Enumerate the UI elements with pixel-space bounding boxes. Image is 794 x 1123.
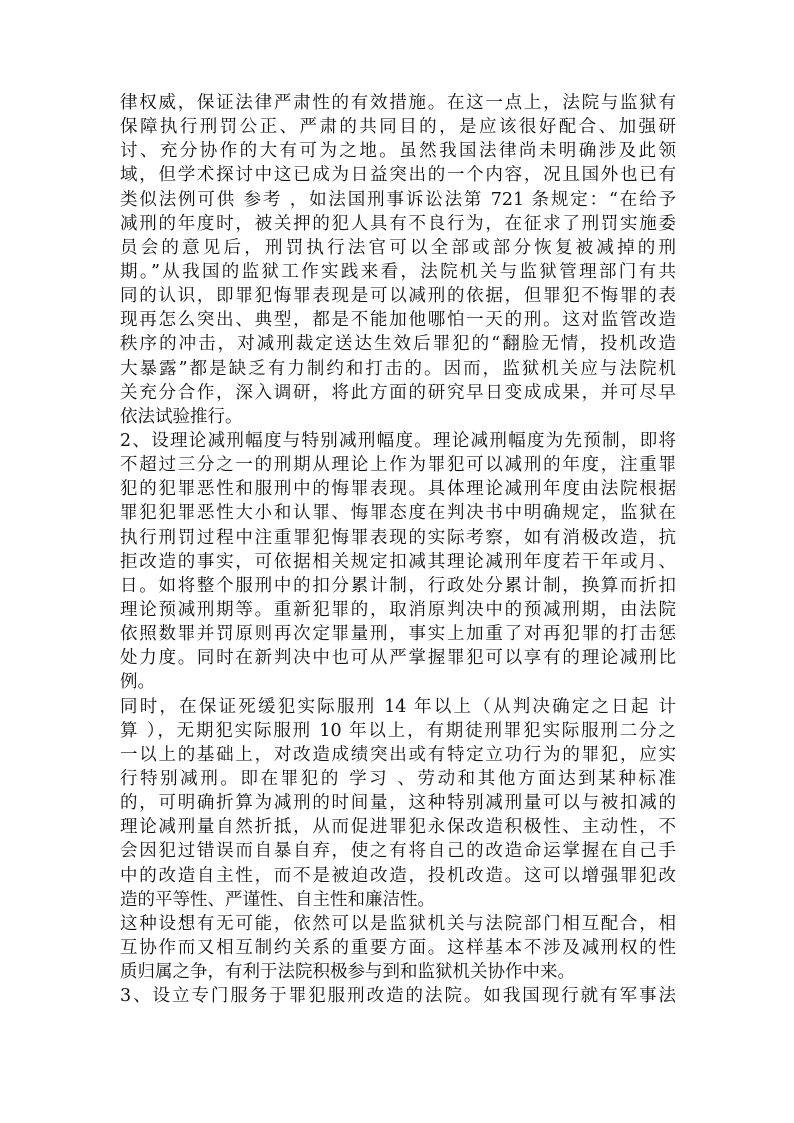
- paragraph-p4: [120, 912, 676, 984]
- text-line: 域，但学术探讨中这已成为日益突出的一个内容，况且国外也已有: [120, 165, 676, 186]
- text-line: 的，可明确折算为减刑的时间量，这种特别减刑量可以与被扣减的: [120, 793, 676, 814]
- text-line: 2、设理论减刑幅度与特别减刑幅度。理论减刑幅度为先预制，即将: [120, 430, 676, 451]
- text-line: 日。如将整个服刑中的扣分累计制，行政处分累计制，换算而折扣: [120, 575, 676, 596]
- text-line: 减刑的年度时，被关押的犯人具有不良行为，在征求了刑罚实施委: [120, 213, 676, 234]
- text-line: 同时，在保证死缓犯实际服刑 14 年以上（从判决确定之日起 计: [120, 696, 676, 717]
- paragraph-p3: [120, 695, 676, 912]
- text-line: 这种设想有无可能，依然可以是监狱机关与法院部门相互配合，相: [120, 913, 676, 934]
- text-line: 拒改造的事实，可依据相关规定扣减其理论减刑年度若干年或月、: [120, 551, 676, 572]
- text-line: 律权威，保证法律严肃性的有效措施。在这一点上，法院与监狱有: [120, 93, 676, 113]
- text-line: 关充分合作，深入调研，将此方面的研究早日变成成果，并可尽早: [120, 382, 676, 403]
- paragraph-p1: [120, 91, 676, 429]
- text-line: 大暴露”都是缺乏有力制约和打击的。因而，监狱机关应与法院机: [120, 358, 676, 379]
- text-line: 一以上的基础上，对改造成绩突出或有特定立功行为的罪犯，应实: [120, 744, 676, 765]
- document-body: [120, 91, 676, 1008]
- text-line: 处力度。同时在新判决中也可从严掌握罪犯可以享有的理论减刑比: [120, 648, 676, 669]
- text-line: 互协作而又相互制约关系的重要方面。这样基本不涉及减刑权的性: [120, 937, 676, 958]
- text-line: 造的平等性、严谨性、自主性和廉洁性。: [120, 889, 435, 910]
- text-line: 依照数罪并罚原则再次定罪量刑，事实上加重了对再犯罪的打击惩: [120, 624, 676, 645]
- text-line: 依法试验推行。: [120, 406, 243, 427]
- text-line: 不超过三分之一的刑期从理论上作为罪犯可以减刑的年度，注重罪: [120, 455, 676, 476]
- text-line: 秩序的冲击，对减刑裁定送达生效后罪犯的“翻脸无情，投机改造: [120, 334, 676, 355]
- text-line: 同的认识，即罪犯悔罪表现是可以减刑的依据，但罪犯不悔罪的表: [120, 286, 676, 307]
- text-line: 例。: [120, 672, 155, 693]
- text-line: 会因犯过错误而自暴自弃，使之有将自己的改造命运掌握在自己手: [120, 841, 676, 862]
- text-line: 现再怎么突出、典型，都是不能加他哪怕一天的刑。这对监管改造: [120, 310, 676, 331]
- text-line: 类似法例可供 参考 ，如法国刑事诉讼法第 721 条规定：“在给予: [120, 189, 676, 210]
- text-line: 中的改造自主性，而不是被迫改造，投机改造。这可以增强罪犯改: [120, 865, 676, 886]
- text-line: 行特别减刑。即在罪犯的 学习 、劳动和其他方面达到某种标准: [120, 768, 676, 789]
- text-line: 理论预减刑期等。重新犯罪的，取消原判决中的预减刑期，由法院: [120, 599, 676, 620]
- text-line: 讨、充分协作的大有可为之地。虽然我国法律尚未明确涉及此领: [120, 141, 676, 162]
- text-line: 理论减刑量自然折抵，从而促进罪犯永保改造积极性、主动性，不: [120, 817, 676, 838]
- text-line: 期。”从我国的监狱工作实践来看，法院机关与监狱管理部门有共: [120, 261, 676, 282]
- text-line: 算 ），无期犯实际服刑 10 年以上，有期徒刑罪犯实际服刑二分之: [120, 720, 676, 741]
- text-line: 3、设立专门服务于罪犯服刑改造的法院。如我国现行就有军事法: [120, 986, 676, 1007]
- text-line: 犯的犯罪恶性和服刑中的悔罪表现。具体理论减刑年度由法院根据: [120, 479, 676, 500]
- paragraph-p2: [120, 429, 676, 695]
- paragraph-p5: [120, 984, 676, 1008]
- text-line: 执行刑罚过程中注重罪犯悔罪表现的实际考察，如有消极改造，抗: [120, 527, 676, 548]
- text-line: 保障执行刑罚公正、严肃的共同目的，是应该很好配合、加强研: [120, 117, 676, 138]
- text-line: 员会的意见后，刑罚执行法官可以全部或部分恢复被减掉的刑: [120, 237, 676, 258]
- text-line: 质归属之争，有利于法院积极参与到和监狱机关协作中来。: [120, 962, 575, 983]
- text-line: 罪犯犯罪恶性大小和认罪、悔罪态度在判决书中明确规定，监狱在: [120, 503, 676, 524]
